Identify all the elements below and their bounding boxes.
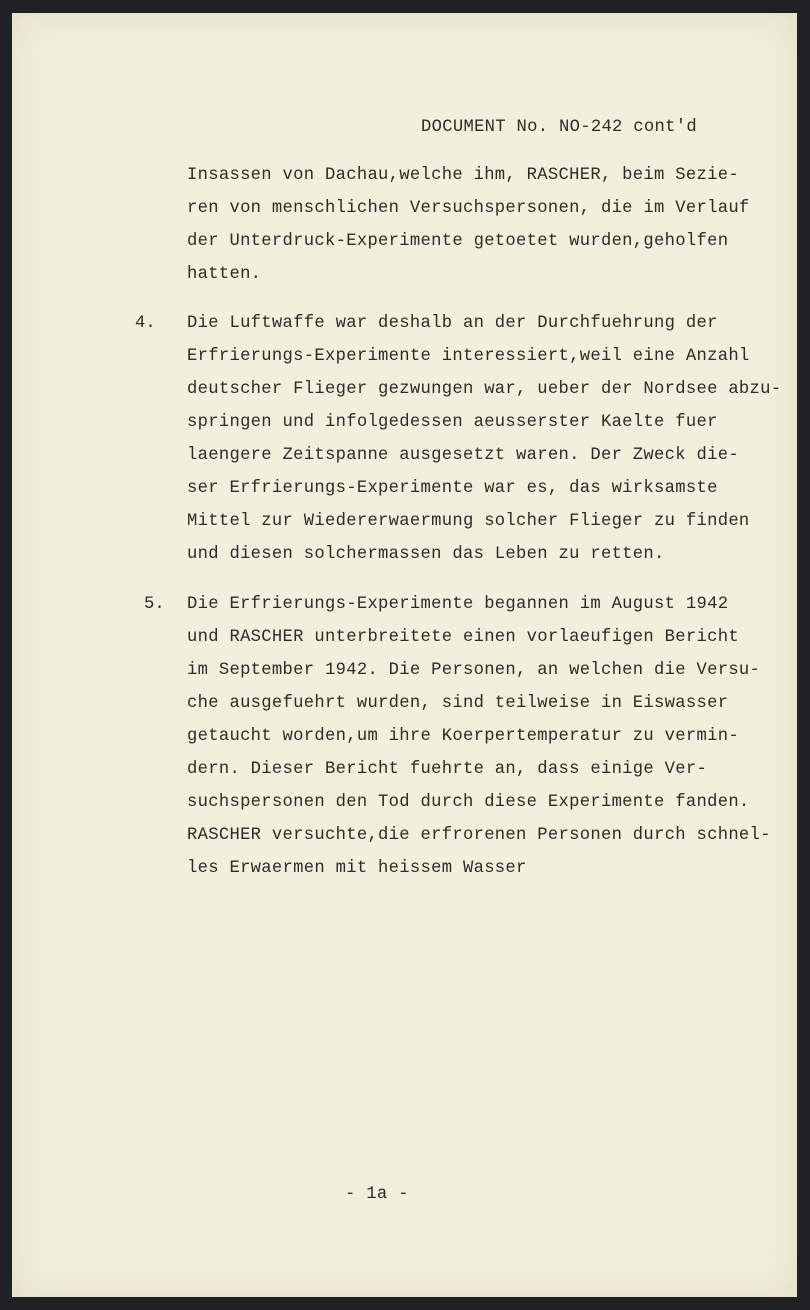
text-line: springen und infolgedessen aeusserster Kaelte fuer [187, 413, 718, 432]
text-line: und diesen solchermassen das Leben zu retten. [187, 545, 665, 564]
text-line: getaucht worden,um ihre Koerpertemperatur zu vermin- [187, 727, 739, 746]
text-line: im September 1942. Die Personen, an welchen die Versu- [187, 661, 761, 680]
page-number: - 1a - [345, 1185, 409, 1204]
text-line: Insassen von Dachau,welche ihm, RASCHER, beim Sezie- [187, 166, 739, 185]
text-line: Mittel zur Wiedererwaermung solcher Flieger zu finden [187, 512, 750, 531]
text-line: der Unterdruck-Experimente getoetet wurden,geholfen [187, 232, 729, 251]
document-page [12, 13, 797, 1297]
text-line: laengere Zeitspanne ausgesetzt waren. Der Zweck die- [187, 446, 739, 465]
document-header: DOCUMENT No. NO-242 cont'd [421, 118, 697, 137]
text-line: ser Erfrierungs-Experimente war es, das wirksamste [187, 479, 718, 498]
paragraph-number: 4. [135, 314, 156, 333]
text-line: RASCHER versuchte,die erfrorenen Personen durch schnel- [187, 826, 771, 845]
text-line: hatten. [187, 265, 262, 284]
text-line: Die Erfrierungs-Experimente begannen im August 1942 [187, 595, 729, 614]
text-line: suchspersonen den Tod durch diese Experimente fanden. [187, 793, 750, 812]
text-line: ren von menschlichen Versuchspersonen, die im Verlauf [187, 199, 750, 218]
text-line: che ausgefuehrt wurden, sind teilweise in Eiswasser [187, 694, 729, 713]
text-line: Erfrierungs-Experimente interessiert,weil eine Anzahl [187, 347, 750, 366]
text-line: Die Luftwaffe war deshalb an der Durchfuehrung der [187, 314, 718, 333]
text-line: und RASCHER unterbreitete einen vorlaeufigen Bericht [187, 628, 739, 647]
paragraph-number: 5. [144, 595, 165, 614]
text-line: les Erwaermen mit heissem Wasser [187, 859, 527, 878]
text-line: dern. Dieser Bericht fuehrte an, dass einige Ver- [187, 760, 708, 779]
text-line: deutscher Flieger gezwungen war, ueber der Nordsee abzu- [187, 380, 782, 399]
